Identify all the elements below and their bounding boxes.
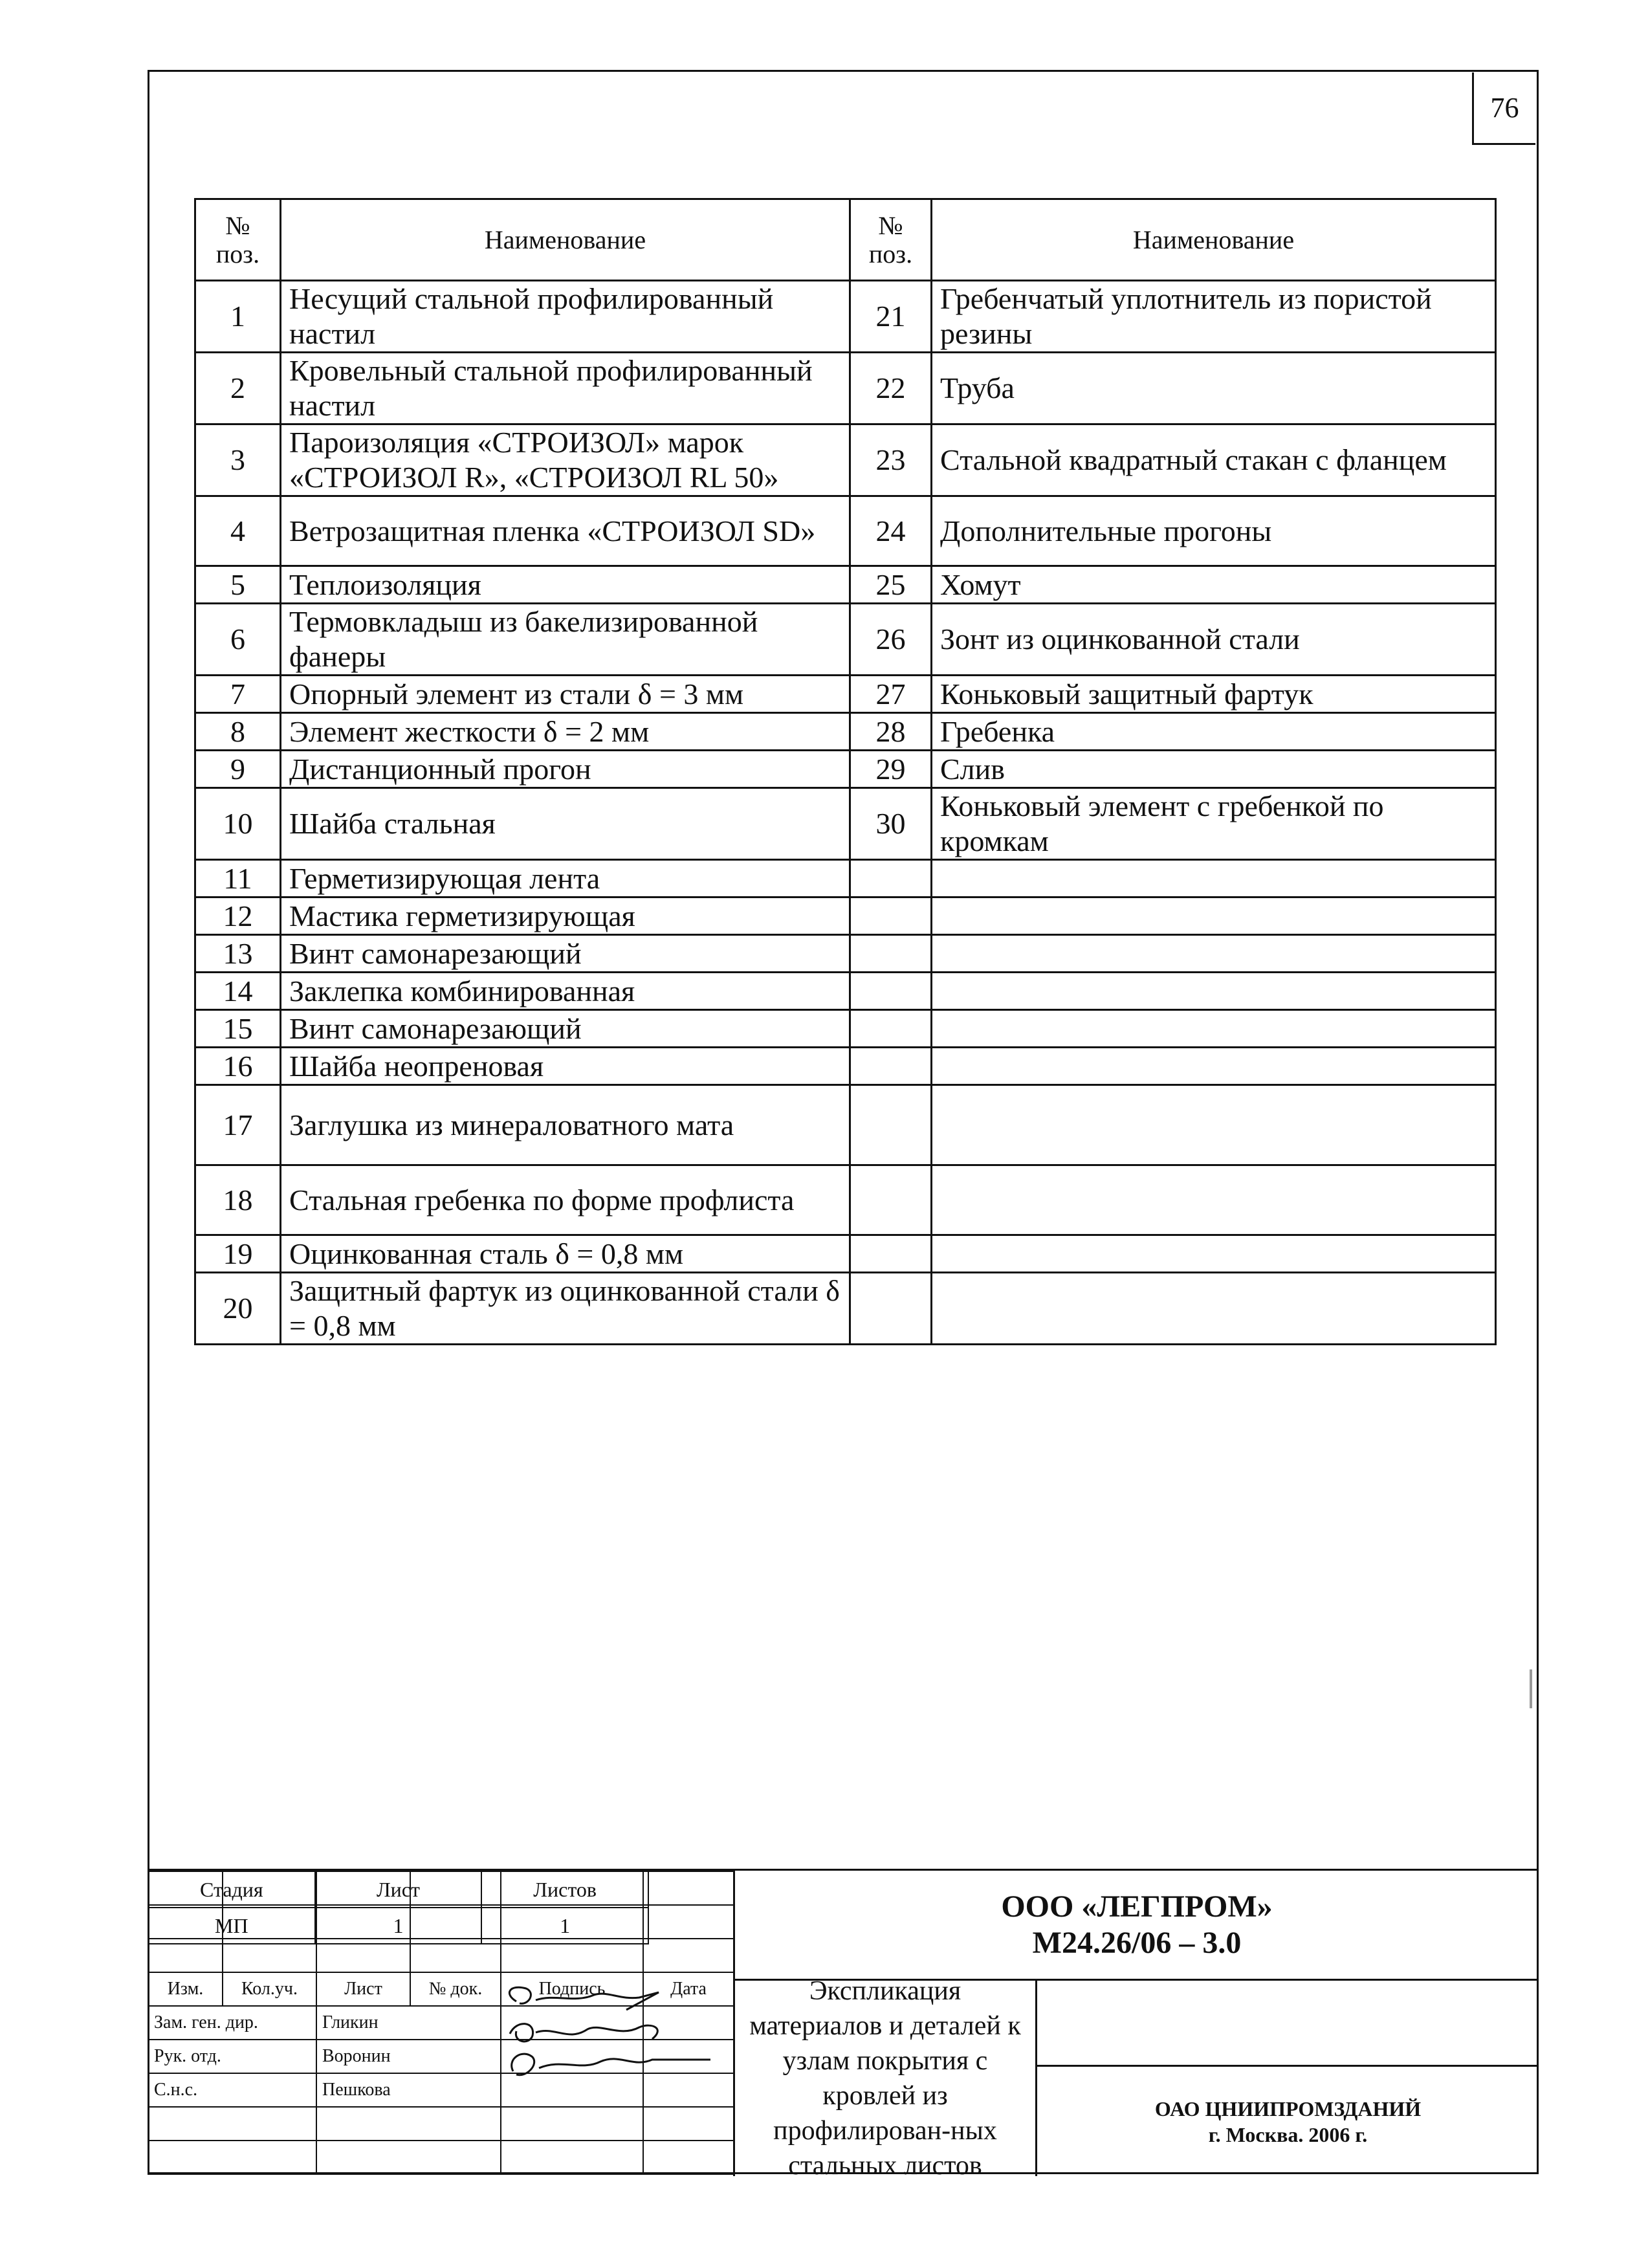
- position-cell-2: 25: [850, 566, 932, 604]
- position-cell: 19: [195, 1235, 281, 1273]
- sheet-value: 1: [315, 1908, 482, 1944]
- city-year: г. Москва. 2006 г.: [1208, 2122, 1368, 2146]
- position-cell-2: 24: [850, 496, 932, 566]
- name-cell-2: Гребенка: [932, 713, 1496, 751]
- table-row: [195, 604, 1496, 676]
- name-cell: Защитный фартук из оцинкованной стали δ = 0,8 мм: [281, 1273, 850, 1345]
- name-cell-2: Гребенчатый уплотнитель из пористой резины: [932, 281, 1496, 353]
- role-1: Зам. ген. дир.: [148, 2006, 316, 2040]
- document-description: Экспликация материалов и деталей к узлам покрытия с кровлей из профилирован-ных стальных листов: [733, 1981, 1037, 2176]
- name-cell-2: [932, 1235, 1496, 1273]
- table-row: [195, 1048, 1496, 1085]
- table-row: [195, 1010, 1496, 1048]
- name-cell: Заклепка комбинированная: [281, 973, 850, 1010]
- position-cell: 20: [195, 1273, 281, 1345]
- position-cell-2: [850, 1010, 932, 1048]
- name-cell: Термовкладыш из бакелизированной фанеры: [281, 604, 850, 676]
- position-cell-2: [850, 1273, 932, 1345]
- name-cell-2: Дополнительные прогоны: [932, 496, 1496, 566]
- position-cell-2: [850, 897, 932, 935]
- role-2: Рук. отд.: [148, 2040, 316, 2073]
- position-cell: 14: [195, 973, 281, 1010]
- name-cell-2: [932, 860, 1496, 897]
- name-cell: Пароизоляция «СТРОИЗОЛ» марок «СТРОИЗОЛ R», «СТРОИЗОЛ RL 50»: [281, 424, 850, 496]
- position-cell-2: [850, 935, 932, 973]
- position-cell: 7: [195, 676, 281, 713]
- position-cell: 1: [195, 281, 281, 353]
- title-block: [148, 1869, 1539, 2181]
- name-cell: Шайба стальная: [281, 788, 850, 860]
- name-cell-2: Стальной квадратный стакан с фланцем: [932, 424, 1496, 496]
- name-cell: Мастика герметизирующая: [281, 897, 850, 935]
- position-cell: 9: [195, 751, 281, 788]
- position-cell-2: 26: [850, 604, 932, 676]
- position-cell-2: [850, 1165, 932, 1235]
- position-cell-2: [850, 1085, 932, 1165]
- position-cell-2: 21: [850, 281, 932, 353]
- institute-name: ОАО ЦНИИПРОМЗДАНИЙ: [1154, 2097, 1422, 2120]
- col-sign: Подпись: [501, 1972, 643, 2006]
- position-cell-2: [850, 1235, 932, 1273]
- materials-table: [194, 198, 1497, 1345]
- name-cell-2: [932, 897, 1496, 935]
- name-cell: Шайба неопреновая: [281, 1048, 850, 1085]
- stage-value: МП: [148, 1908, 315, 1944]
- header-name-2: Наименование: [932, 199, 1496, 281]
- name-cell-2: Слив: [932, 751, 1496, 788]
- header-name: Наименование: [281, 199, 850, 281]
- name-cell-2: [932, 1273, 1496, 1345]
- position-cell: 8: [195, 713, 281, 751]
- table-row: [195, 788, 1496, 860]
- scan-mark: [1530, 1669, 1532, 1708]
- col-list: Лист: [316, 1972, 410, 2006]
- table-body: [195, 281, 1496, 1345]
- role-3: С.н.с.: [148, 2073, 316, 2107]
- table-row: [195, 897, 1496, 935]
- header-position-2: № поз.: [850, 199, 932, 281]
- table-row: [195, 496, 1496, 566]
- position-cell: 6: [195, 604, 281, 676]
- document-code: М24.26/06 – 3.0: [1032, 1925, 1242, 1960]
- name-cell: Герметизирующая лента: [281, 860, 850, 897]
- sheets-label: Листов: [481, 1871, 648, 1908]
- name-3: Пешкова: [316, 2073, 501, 2107]
- name-2: Воронин: [316, 2040, 501, 2073]
- sheet-number: 76: [1472, 72, 1535, 145]
- table-row: [195, 281, 1496, 353]
- table-row: [195, 676, 1496, 713]
- name-cell: Заглушка из минераловатного мата: [281, 1085, 850, 1165]
- position-cell-2: 30: [850, 788, 932, 860]
- name-cell-2: [932, 1085, 1496, 1165]
- position-cell: 11: [195, 860, 281, 897]
- table-row: [195, 973, 1496, 1010]
- name-cell: Опорный элемент из стали δ = 3 мм: [281, 676, 850, 713]
- name-cell: Стальная гребенка по форме профлиста: [281, 1165, 850, 1235]
- name-cell: Оцинкованная сталь δ = 0,8 мм: [281, 1235, 850, 1273]
- stage-label: Стадия: [148, 1871, 315, 1908]
- col-doc: № док.: [410, 1972, 501, 2006]
- name-cell: Несущий стальной профилированный настил: [281, 281, 850, 353]
- position-cell: 3: [195, 424, 281, 496]
- name-cell: Винт самонарезающий: [281, 1010, 850, 1048]
- position-cell: 5: [195, 566, 281, 604]
- name-cell-2: [932, 1165, 1496, 1235]
- table-row: [195, 566, 1496, 604]
- position-cell-2: 22: [850, 353, 932, 424]
- col-izm: Изм.: [148, 1972, 223, 2006]
- position-cell-2: 29: [850, 751, 932, 788]
- position-cell: 15: [195, 1010, 281, 1048]
- table-row: [195, 1235, 1496, 1273]
- position-cell-2: [850, 973, 932, 1010]
- position-cell: 16: [195, 1048, 281, 1085]
- header-position: № поз.: [195, 199, 281, 281]
- organization-block: [733, 1871, 1539, 1981]
- name-cell: Теплоизоляция: [281, 566, 850, 604]
- name-cell-2: Труба: [932, 353, 1496, 424]
- sheet-label: Лист: [315, 1871, 482, 1908]
- table-row: [195, 424, 1496, 496]
- position-cell: 18: [195, 1165, 281, 1235]
- position-cell-2: 27: [850, 676, 932, 713]
- name-cell-2: Коньковый элемент с гребенкой по кромкам: [932, 788, 1496, 860]
- position-cell-2: [850, 860, 932, 897]
- position-cell-2: 28: [850, 713, 932, 751]
- position-cell-2: [850, 1048, 932, 1085]
- institute-block: [1037, 2065, 1539, 2176]
- name-cell-2: Зонт из оцинкованной стали: [932, 604, 1496, 676]
- name-cell-2: [932, 935, 1496, 973]
- name-cell: Винт самонарезающий: [281, 935, 850, 973]
- table-row: [195, 1085, 1496, 1165]
- table-row: [195, 353, 1496, 424]
- position-cell-2: 23: [850, 424, 932, 496]
- name-cell-2: [932, 1048, 1496, 1085]
- signatures: [497, 1981, 736, 2091]
- name-cell-2: [932, 973, 1496, 1010]
- table-row: [195, 860, 1496, 897]
- table-row: [195, 1165, 1496, 1235]
- name-cell: Дистанционный прогон: [281, 751, 850, 788]
- col-date: Дата: [643, 1972, 734, 2006]
- position-cell: 4: [195, 496, 281, 566]
- stage-table: [148, 1871, 649, 1944]
- table-row: [195, 751, 1496, 788]
- position-cell: 2: [195, 353, 281, 424]
- name-cell-2: [932, 1010, 1496, 1048]
- position-cell: 13: [195, 935, 281, 973]
- name-cell: Элемент жесткости δ = 2 мм: [281, 713, 850, 751]
- name-cell-2: Хомут: [932, 566, 1496, 604]
- name-1: Гликин: [316, 2006, 501, 2040]
- name-cell-2: Коньковый защитный фартук: [932, 676, 1496, 713]
- table-row: [195, 713, 1496, 751]
- sheets-value: 1: [481, 1908, 648, 1944]
- position-cell: 10: [195, 788, 281, 860]
- table-row: [195, 935, 1496, 973]
- table-row: [195, 1273, 1496, 1345]
- col-kol: Кол.уч.: [223, 1972, 316, 2006]
- position-cell: 17: [195, 1085, 281, 1165]
- name-cell: Кровельный стальной профилированный настил: [281, 353, 850, 424]
- position-cell: 12: [195, 897, 281, 935]
- organization-name: ООО «ЛЕГПРОМ»: [1001, 1889, 1273, 1924]
- name-cell: Ветрозащитная пленка «СТРОИЗОЛ SD»: [281, 496, 850, 566]
